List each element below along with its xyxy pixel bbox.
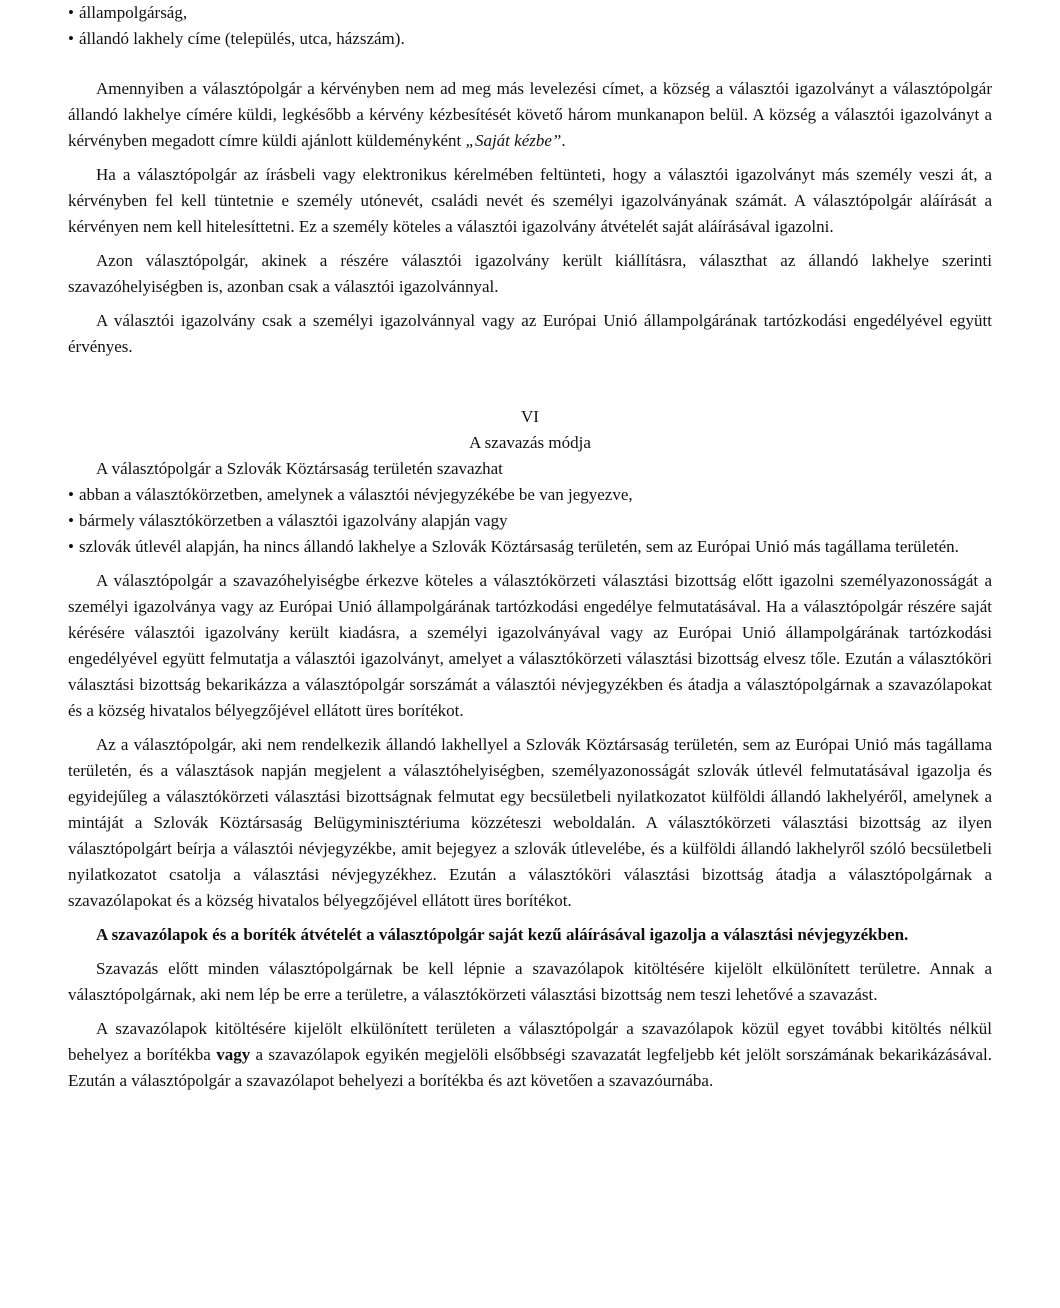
bold-word: vagy xyxy=(216,1045,251,1064)
paragraph-text: A szavazólapok kitöltésére kijelölt elkülönített területen a választópolgár a szavazólapok közül egyet további kitöltés nélkül behelyez a borítékba xyxy=(68,1019,992,1064)
paragraph-booth: Szavazás előtt minden választópolgárnak be kell lépnie a szavazólapok kitöltésére kijelölt elkülönített területre. Annak a választópolgárnak, aki nem lép be erre a területre, a választókörzeti választási bizottság nem teszi lehetővé a szavazást. xyxy=(68,959,992,1004)
paragraph-intro: A választópolgár a Szlovák Köztársaság területén szavazhat xyxy=(96,459,503,478)
paragraph-proxy-pickup: Ha a választópolgár az írásbeli vagy elektronikus kérelmében feltünteti, hogy a választói igazolványt más személy veszi át, a kérvényben fel kell tüntetnie e személy utónevét, családi nevét és személyi igazolványának számát. A választópolgár aláírását a kérvényen nem kell hitelesíttetni. Ez a személy köteles a választói igazolvány átvételét saját aláírásával igazolni. xyxy=(68,165,992,236)
top-bullet-list xyxy=(68,0,992,52)
paragraph-text: . xyxy=(561,131,566,150)
list-item: • szlovák útlevél alapján, ha nincs állandó lakhelye a Szlovák Köztársaság területén, sem az Európai Unió más tagállama területén. xyxy=(68,534,992,560)
paragraph-voting-place: Azon választópolgár, akinek a részére választói igazolvány került kiállításra, választhat az állandó lakhelye szerinti szavazóhelyiségben is, azonban csak a választói igazolvánnyal. xyxy=(68,251,992,296)
bold-text: A szavazólapok és a boríték átvételét a választópolgár saját kezű aláírásával igazolja a választási névjegyzékben. xyxy=(96,925,909,944)
paragraph-no-residence: Az a választópolgár, aki nem rendelkezik állandó lakhellyel a Szlovák Köztársaság területén, sem az Európai Unió más tagállama területén, és a választások napján megjelent a választóhelyiségben, személyazonosságát szlovák útlevél felmutatásával igazolja és egyidejűleg a választókörzeti választási bizottságnak felmutat egy becsületbeli nyilatkozatot külföldi állandó lakhelyéről, amelynek a mintáját a Szlovák Köztársaság Belügyminisztériuma közzéteszi weboldalán. A választókörzeti választási bizottság az ilyen választópolgárt beírja a választói névjegyzékbe, amit bejegyez a szlovák útlevelébe, és a külföldi állandó lakhelyről szóló becsületbeli nyilatkozatot csatolja a választási névjegyzékhez. Ezután a választóköri választási bizottság átadja a választópolgárnak a szavazólapokat és a község hivatalos bélyegzőjével ellátott üres borítékot. xyxy=(68,735,992,910)
paragraph-mailing xyxy=(68,76,992,154)
list-item: • állandó lakhely címe (település, utca, házszám). xyxy=(68,26,992,52)
paragraph-validity: A választói igazolvány csak a személyi igazolvánnyal vagy az Európai Unió állampolgárának tartózkodási engedélyével együtt érvényes. xyxy=(68,311,992,356)
list-item: • állampolgárság, xyxy=(68,0,992,26)
section-bullet-list xyxy=(68,482,992,560)
list-item: • bármely választókörzetben a választói igazolvány alapján vagy xyxy=(68,508,992,534)
paragraph-text: a szavazólapok egyikén megjelöli elsőbbségi szavazatát legfeljebb két jelölt sorszámának bekarikázásával. Ezután a választópolgár a szavazólapot behelyezi a borítékba és azt követően a szavazóurnába. xyxy=(68,1045,992,1090)
italic-phrase: „Saját kézbe” xyxy=(465,131,562,150)
paragraph-signature xyxy=(68,922,992,948)
section-title: A szavazás módja xyxy=(469,433,591,452)
paragraph-text: Amennyiben a választópolgár a kérvényben nem ad meg más levelezési címet, a község a választói igazolványt a választópolgár állandó lakhelye címére küldi, legkésőbb a kérvény kézbesítését követő három munkanapon belül. A község a választói igazolványt a kérvényben megadott címre küldi ajánlott küldeményként xyxy=(68,79,992,150)
document-page xyxy=(68,0,992,1094)
paragraph-identification: A választópolgár a szavazóhelyiségbe érkezve köteles a választókörzeti választási bizottság előtt igazolni személyazonosságát a személyi igazolványa vagy az Európai Unió állampolgárának tartózkodási engedélye felmutatásával. Ha a választópolgár részére saját kérésére választói igazolvány került kiadásra, a személyi igazolványával vagy az Európai Unió állampolgárának tartózkodási engedélyével együtt felmutatja a választói igazolványt, amelyet a választókörzeti választási bizottság elvesz tőle. Ezután a választóköri választási bizottság bekarikázza a választópolgár sorszámát a választói névjegyzékben és átadja a választópolgárnak a szavazólapokat és a község hivatalos bélyegzőjével ellátott üres borítékot. xyxy=(68,571,992,720)
paragraph-ballot xyxy=(68,1016,992,1094)
list-item: • abban a választókörzetben, amelynek a választói névjegyzékébe be van jegyezve, xyxy=(68,482,992,508)
section-number: VI xyxy=(521,407,539,426)
